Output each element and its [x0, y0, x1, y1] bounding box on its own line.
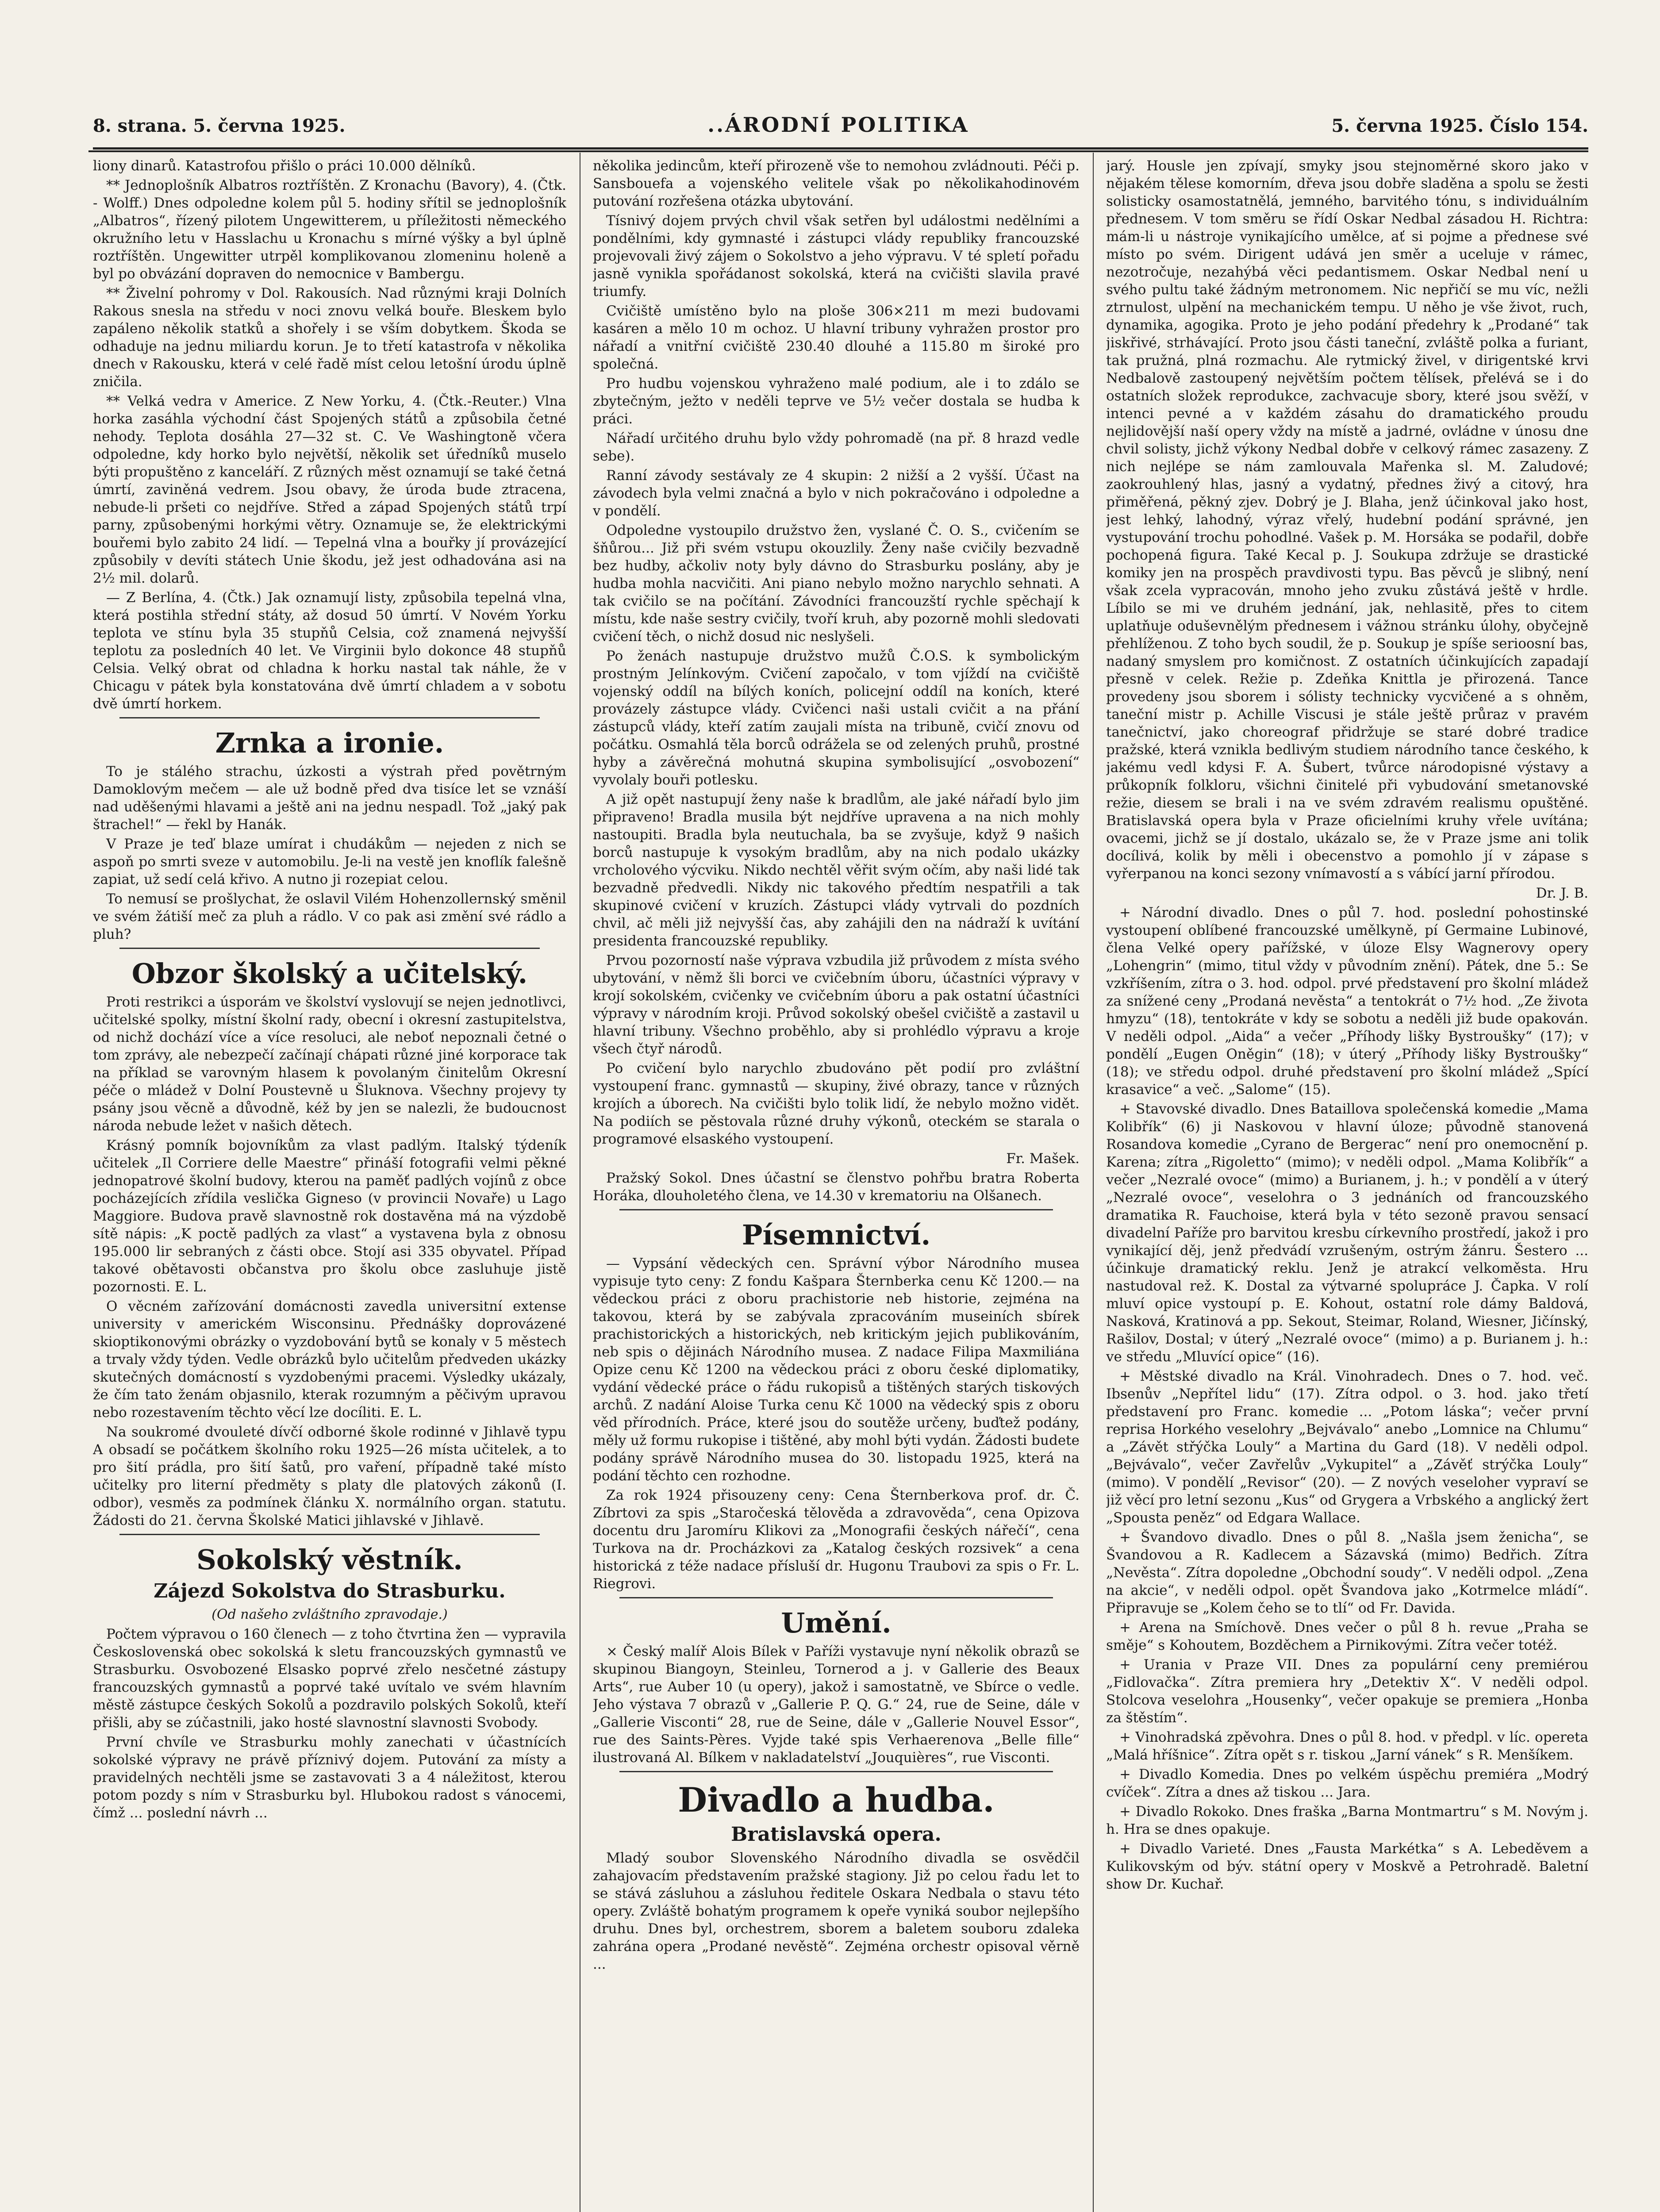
byline: (Od našeho zvláštního zpravodaje.) — [211, 1607, 448, 1622]
article-heading: Bratislavská opera. — [731, 1823, 941, 1846]
article-text: — Vypsání vědeckých cen. Správní výbor Národního musea vypisuje tyto ceny: Z fondu Kašpara Šternberka cenu Kč 1200.— na vědeckou práci z oboru prachistorie neb historie, zejména na takovou, která by se zabývala zpracováním museiních sbírek prachistorických a historických, neb kritickým jejich publikováním, neb spis o dějinách Národního musea. Z nadace Filipa Maxmiliána Opize cenu Kč 1200 na vědeckou práci z oboru české diplomatiky, vydání vědecké práce o řádu rukopisů a tištěných starých tiskových archů. Z nadání Aloise Turka cenu Kč 1000 na vědecký spis z oboru věd přírodních. Práce, které jsou do soutěže určeny, buďtež podány, měly už formu rukopise i tištěné, aby mohl býti vydán. Žádosti budete podány správě Národního musea do 30. listopadu 1925, která na podání těchto cen rozhodne. — [593, 1256, 1080, 1484]
article-text: Tísnivý dojem prvých chvil však setřen byl událostmi nedělními a pondělními, kdy gymnasté i zástupci vlády republiky francouzské projevovali živý zájem o Sokolstvo a jeho výpravu. V té spletí pořadu jasně vynikla spořádanost sokolská, která na cvičišti slavila pravé triumfy. — [593, 213, 1080, 300]
section-heading: Divadlo a hudba. — [678, 1780, 995, 1820]
article-text: Ranní závody sestávaly ze 4 skupin: 2 nižší a 2 vyšší. Účast na závodech byla velmi značná a bylo v nich pokračováno i odpoledne a v pondělí. — [593, 468, 1080, 519]
article-heading: Zájezd Sokolstva do Strasburku. — [154, 1580, 506, 1602]
news-item: ** Živelní pohromy v Dol. Rakousích. Nad různými kraji Dolních Rakous snesla na středu v noci znovu velká bouře. Bleskem bylo zapáleno několik statků a shořely i se vším dobytkem. Škoda se odhaduje na jednu miliardu korun. Je to třetí katastrofa v několika dnech v Rakousku, která v celé řadě míst celou letošní úrodu úplně zničila. — [93, 285, 566, 390]
article-text: To je stálého strachu, úzkosti a výstrah před povětrným Damoklovým mečem — ale už bodně před dva tisíce let se vznáší nad uděšenými hlavami a ještě ani na jednu nespadl. Tož „jaký pak štrachel!“ — řekl by Hanák. — [93, 764, 566, 833]
section-heading: Sokolský věstník. — [196, 1544, 463, 1576]
theatre-listing: + Urania v Praze VII. Dnes za populární ceny premiérou „Fidlovačka“. Zítra premiera hry „Detektiv X“. V neděli odpol. Stolcova veselohra „Housenky“, večer opakuje se premiera „Honba za štěstím“. — [1106, 1657, 1588, 1726]
article-text: liony dinarů. Katastrofou přišlo o práci 10.000 dělníků. — [93, 158, 476, 174]
article-text: Nářadí určitého druhu bylo vždy pohromadě (na př. 8 hrazd vedle sebe). — [593, 430, 1080, 464]
article-text: jarý. Housle jen zpívají, smyky jsou stejnoměrné skoro jako v nějakém tělese komorním, dřeva jsou dobře sladěna a spolu se žesti solisticky osamostatnělá, jemného, barvitého tónu, s individuálním přednesem. V tom směru se řídí Oskar Nedbal zásadou H. Richtra: mám-li u nástroje vynikajícího umělce, ať si pojme a přednese své místo po svém. Dirigent udává jen směr a uceluje v rámec, nezotročuje, nezahýbá věci pedantismem. Oskar Nedbal není u svého pultu také žádným metronomem. Nic nepřičí se mu víc, nežli ztrnulost, ulpění na mechanickém tempu. U něho je vše život, ruch, dynamika, agogika. Proto je jeho podání předehry k „Prodané“ tak jiskřivé, strhávající. Proto jsou části taneční, zvláště polka a furiant, tak pružná, plná rozmachu. Ale rytmický živel, v dirigentské krvi Nedbalově zastoupený největším počtem tělísek, přelévá se i do ostatních složek reprodukce, zachvacuje sbory, které jsou svěží, v intenci pevné a v každém zásahu do dramatického proudu nejlidovější naší opery vždy na místě a jadrné, ovládne v únosu dne chvil solisty, jichž výkony Nedbal dobře v celkový rámec zasazeny. Z nich nejlépe se nám zamlouvala Mařenka sl. M. Zaludové; zaokrouhlený hlas, jasný a vydatný, přednes živý a citový, hra přiměřená, pěkný zjev. Dobrý je J. Blaha, jenž účinkoval jako host, jest lehký, lahodný, výraz vřelý, hudební podání správné, jen vystupování trochu pohodlné. Vašek p. M. Horsáka se podařil, dobře pochopená figura. Také Kecal p. J. Soukupa zdržuje se drastické komiky jen na prospěch pravdivosti typu. Bas pěvců je slibný, není však zcela vypracován, mnoho jeho zvuku zůstává ještě v hrdle. Líbilo se mi ve druhém jednání, jak, nehlasitě, přes to citem uplatňuje oduševnělým přednesem i vážnou stránku úlohy, obyčejně přehlíženou. Z toho bych soudil, že p. Soukup je spíše serioosní bas, nadaný smyslem pro komičnost. Z ostatních účinkujících zapadají přesně v celek. Režie p. Zdeňka Knittla je přirozená. Tance provedeny jsou sborem i sólisty technicky vycvičené a s ohněm, taneční mistr p. Achille Viscusi je stále ještě průraz v pravém tanečnictví, jako choreograf přidržuje se staré dobré tradice pražské, která vznikla bedlivým studiem národního tance českého, k jakému vedl kdysi F. A. Šubert, tvůrce národopisné výstavy a průkopník folkloru, všichni činitelé při vybudování smetanovské režie, diesem se brali i na ve svém zdravém realismu opuštěné. Bratislavská opera byla v Praze oficielními kruhy vřele uvítána; ovacemi, jichž se jí dostalo, ukázalo se, že v Praze jsme ani tolik docílivá, kolik by měli i obecenstvo a pomohlo jí v zápase s vyřerpanou na konci sezony vnímavostí a s vábící jarní přírodou. — [1106, 158, 1588, 882]
theatre-listing: + Arena na Smíchově. Dnes večer o půl 8 h. revue „Praha se směje“ s Kohoutem, Bozděchem a Pirnikovými. Zítra večer totéž. — [1106, 1620, 1588, 1653]
news-item: — Z Berlína, 4. (Čtk.) Jak oznamují listy, způsobila tepelná vlna, která postihla střední státy, až dosud 50 úmrtí. V Novém Yorku teplota ve stínu byla 35 stupňů Celsia, což znamená nejvyšší teplotu za posledních 40 let. Ve Virginii bylo dokonce 48 stupňů Celsia. Velký obrat od chladna k horku nastal tak náhle, že v Chicagu v pátek byla konstatována dvě úmrtí chladem a v sobotu dvě úmrtí horkem. — [93, 590, 566, 712]
article-text: Po ženách nastupuje družstvo mužů Č.O.S. k symbolickým prostným Jelínkovým. Cvičení započalo, v tom vjíždí na cvičiště vojenský oddíl na bílých koních, policejní oddíl na koních, které provázely zástupce vlády. Cvičenci naši ustali cvičit a na přání zástupců vlády, kteří zatím zaujali místa na tribuně, cvičí znovu od počátku. Osmahlá těla borců odrážela se od zelených pruhů, prostné hyby a závěrečná mohutná skupina symbolisující „osvobození“ vyvolaly bouři potlesku. — [593, 648, 1080, 788]
section-rule — [119, 1534, 540, 1535]
article-text: V Praze je teď blaze umírat i chudákům — nejeden z nich se aspoň po smrti sveze v automobilu. Je-li na vestě jen knoflík falešně zapiat, už sedí celá křivo. A nutno ji rozepiat celou. — [93, 836, 566, 887]
section-rule — [119, 948, 540, 949]
column-divider — [1093, 153, 1094, 2212]
column-2 — [593, 157, 1080, 2212]
page-header — [93, 113, 1588, 150]
section-rule — [119, 717, 540, 718]
section-heading: Písemnictví. — [742, 1219, 931, 1251]
column-3 — [1106, 157, 1588, 2212]
section-heading: Umění. — [781, 1607, 891, 1639]
signature: Dr. J. B. — [1536, 885, 1588, 901]
newspaper-title: ..ÁRODNÍ POLITIKA — [707, 113, 969, 137]
article-text: První chvíle ve Strasburku mohly zanechati v účastnících sokolské výpravy ne právě příznivý dojem. Putování za místy a pravidelných nechtěli jsme se zastavovati 3 a 4 náležitost, kterou potom pozdy s ním v Strasburku byl. Hlubokou radost s vánocemi, čímž ... poslední návrh ... — [93, 1734, 566, 1821]
signature: Fr. Mašek. — [1006, 1151, 1080, 1167]
article-text: Počtem výpravou o 160 členech — z toho čtvrtina žen — vypravila Československá obec sokolská k sletu francouzských gymnastů ve Strasburku. Osvobozené Elsasko poprvé zřelo nesčetné zástupy francouzských gymnastů a poprvé také uvítalo ve svém hlavním městě zástupce českých Sokolů a pozdravilo polských Sokolů, kteří přišli, aby se zúčastnili, jako hosté slavnostní slavnosti Svobody. — [93, 1626, 566, 1731]
article-text: O věcném zařízování domácnosti zavedla universitní extense university v americkém Wisconsinu. Přednášky doprovázené skioptikonovými obrázky o vyzdobování bytů se konaly v 5 městech a trvaly vždy týden. Vedle obrázků bylo učitelům předveden ukázky skutečných domácností s vyzdobenými pracemi. Výsledky ukázaly, že čím tato ženám objasnilo, kterak rozumným a pěčivým upravou nebo rozestavením těchto věcí lze docíliti. E. L. — [93, 1298, 566, 1421]
theatre-listing: + Stavovské divadlo. Dnes Bataillova společenská komedie „Mama Kolibřík“ (6) ji Naskovou v hlavní úloze; původně stanovená Rosandova komedie „Cyrano de Bergerac“ není pro onemocnění p. Karena; zítra „Rigoletto“ (mimo); v neděli odpol. „Mama Kolibřík“ a večer „Nezralé ovoce“ (mimo) a Burianem, j. h.; v pondělí a v úterý „Nezralé ovoce“, veselohra o 3 jednáních od francouzského dramatika R. Fauchoise, která byla v této sezoně pravou sensací divadelní Paříže pro barvitou kresbu církevního prostředí, jakož i pro vynikající děj, jenž předvádí vzrušeným, ostrým žánru. Šestero ... účinkuje dramatický reklu. Jenž je atrakcí velkoměsta. Hru nastudoval rež. K. Dostal za výtvarné spolupráce J. Čapka. V rolí mluví opice vystoupí p. E. Kohout, ostatní role dámy Baldová, Nasková, Kratinová a pp. Sekout, Steimar, Roland, Wiesner, Jičínský, Rašilov, Dostal; v úterý „Nezralé ovoce“ (mimo) a p. Burianem j. h.: ve středu „Mluvící opice“ (16). — [1106, 1101, 1588, 1365]
column-1 — [93, 157, 566, 2212]
article-text: Pro hudbu vojenskou vyhraženo malé podium, ale i to zdálo se zbytečným, ježto v neděli teprve ve 5½ večer dostala se hudba k práci. — [593, 376, 1080, 427]
theatre-listing: + Národní divadlo. Dnes o půl 7. hod. poslední pohostinské vystoupení oblíbené francouzské umělkyně, pí Germaine Lubinové, člena Velké opery pařížské, v úloze Elsy Wagnerovy opery „Lohengrin“ (mimo, titul vždy v původním znění). Pátek, dne 5.: Se vzkříšením, zítra o 3. hod. odpol. prvé představení pro školní mládež za snížené ceny „Prodaná nevěsta“ a tentokrát o 7½ hod. „Ze života hmyzu“ (18), tentokráte v kdy se sobotu a neděli již bude opakován. V neděli odpol. „Aida“ a večer „Příhody lišky Bystroušky“ (17); v pondělí „Eugen Oněgin“ (18); v úterý „Příhody lišky Bystroušky“ (18); ve středu odpol. druhé představení pro školní mládež „Spící krasavice“ a več. „Salome“ (15). — [1106, 905, 1588, 1098]
article-text: Cvičiště umístěno bylo na ploše 306×211 m mezi budovami kasáren a mělo 10 m ochoz. U hlavní tribuny vyhražen prostor pro nářadí a vnitřní cvičiště 230.40 dlouhé a 115.80 m široké pro společná. — [593, 303, 1080, 372]
section-rule — [619, 1771, 1053, 1772]
section-rule — [619, 1597, 1053, 1598]
header-right: 5. června 1925. Číslo 154. — [1331, 115, 1588, 136]
article-text: Odpoledne vystoupilo družstvo žen, vyslané Č. O. S., cvičením se šňůrou... Již při svém vstupu okouzlily. Ženy naše cvičily bezvadně bez hudby, ačkoliv noty byly dávno do Strasburku poslány, aby je hudba mohla nacvičiti. Ani piano nebylo možno narychlo sehnati. A tak cvičilo se na počítání. Závodníci francouzští rychle spěchají k místu, kde naše sestry cvičily, tvoří kruh, aby pozorně mohli sledovati cvičení těch, o nichž dosud nic neslyšeli. — [593, 522, 1080, 645]
article-text: Na soukromé dvouleté dívčí odborné škole rodinné v Jihlavě typu A obsadí se počátkem školního roku 1925—26 místa učitelek, a to pro šití prádla, pro šití šatů, pro vaření, případně také místo učitelky pro literní předměty s platy dle platových zákonů (I. odbor), vesměs za podmínek článku X. normálního organ. statutu. Žádosti do 21. června Školské Matici jihlavské v Jihlavě. — [93, 1424, 566, 1528]
theatre-listing: + Divadlo Varieté. Dnes „Fausta Markétka“ s A. Lebeděvem a Kulikovským od býv. státní opery v Moskvě a Petrohradě. Baletní show Dr. Kuchař. — [1106, 1841, 1588, 1892]
theatre-listing: + Městské divadlo na Král. Vinohradech. Dnes o 7. hod. več. Ibsenův „Nepřítel lidu“ (17). Zítra odpol. o 3. hod. jako třetí představení pro Franc. komedie ... „Potom láska“; večer první reprisa Horkého veselohry „Bejvávalo“ anebo „Lomnice na Chlumu“ a „Závět střýčka Louly“ a Martina du Gard (18). V neděli odpol. „Bejvávalo“, večer Zavřelův „Vykupitel“ a „Závěť strýčka Louly“ (mimo). V pondělí „Revisor“ (20). — Z nových veseloher vypraví se již věcí pro letní sezonu „Kus“ od Grygera a Vrbského a anglický žert „Spousta peněz“ od Edgara Wallace. — [1106, 1368, 1588, 1526]
header-rule — [88, 150, 1588, 152]
news-item: ** Velká vedra v Americe. Z New Yorku, 4. (Čtk.-Reuter.) Vlna horka zasáhla východní část Spojených států a způsobila četné nehody. Teplota dosáhla 27—32 st. C. Ve Washingtoně včera odpoledne, kdy horko bylo největší, několik set úředníků muselo býti propuštěno z kanceláří. Z různých měst oznamují se také četná úmrtí, zaviněná vedrem. Jsou obavy, že úroda bude ztracena, nebude-li pršeti co nejdříve. Střed a západ Spojených států trpí parny, způsobenými horkými větry. Oznamuje se, že elektrickými bouřemi bylo zabito 24 lidí. — Tepelná vlna a bouřky jí provázející způsobily v devíti státech Unie škodu, jež jest odhadována asi na 2½ mil. dolarů. — [93, 393, 566, 586]
section-heading: Obzor školský a učitelský. — [131, 957, 528, 990]
article-text: A již opět nastupují ženy naše k bradlům, ale jaké nářadí bylo jim připraveno! Bradla musila být nejdříve upravena a na nich mohly nastoupiti. Bradla byla neutuchala, ba se zvyšuje, když 9 našich borců nastupuje k vysokým bradlům, aby na nich podalo ukázky vrcholového výcviku. Nikdo nechtěl věřit svým očím, aby naši lidé tak bezvadně předvedli. Nikdy nic takového předtím nespatřili a tak skupinové cvičení v kruzích. Zástupci vlády vytrvali do pozdních chvil, ač měli již nejvyšší čas, aby zahájili den na nádraží k uvítání presidenta francouzské republiky. — [593, 791, 1080, 949]
article-text: Prvou pozorností naše výprava vzbudila již průvodem z místa svého ubytování, v němž šli borci ve cvičebním úboru, účastníci výpravy v krojí sokolském, cvičenky ve cvičebním úboru a pak ostatní účastníci výpravy v národním kroji. Průvod sokolský obešel cvičiště a zastavil u hlavní tribuny. Všechno proběhlo, aby si prohlédlo výpravu a kroje všech čtyř národů. — [593, 952, 1080, 1057]
article-text: Krásný pomník bojovníkům za vlast padlým. Italský týdeník učitelek „Il Corriere delle Maestre“ přináší fotografii velmi pěkné jednopatrové školní budovy, kterou na paměť padlých vojínů z obce pocházejících zřídila veslička Gigneso (v provincii Novaře) u Lago Maggiore. Budova pravě slavnostně rok dostavěna má na výzdobě sítě nápis: „K poctě padlých za vlast“ a vystavena byla z obnosu 195.000 lir sebraných z části obce. Stojí asi 335 obyvatel. Případ takové obětavosti občanstva pro školu obce zasluhuje jistě pozornosti. E. L. — [93, 1137, 566, 1295]
article-text: Po cvičení bylo narychlo zbudováno pět podií pro zvláštní vystoupení franc. gymnastů — skupiny, živé obrazy, tance v různých krojích a úborech. Na cvičišti bylo tolik lidí, že nebylo možno vidět. Na podiích se pěstovala různé druhy výkonů, oteckém se starala o programové elsaského vystoupení. — [593, 1060, 1080, 1147]
article-text: Mladý soubor Slovenského Národního divadla se osvědčil zahajovacím představením pražské stagiony. Již po celou řadu let to se stává zásluhou a zásluhou ředitele Oskara Nedbala o stavu této opery. Zvláště bohatým programem k opeře vyniká soubor nejlepšího druhu. Dnes byl, orchestrem, sborem a baletem souboru zdaleka zahrána opera „Prodané nevěstě“. Zejména orchestr opisoval věrně ... — [593, 1850, 1080, 1972]
theatre-listing: + Švandovo divadlo. Dnes o půl 8. „Našla jsem ženicha“, se Švandovou a R. Kadlecem a Sázavská (mimo) Bedřich. Zítra „Nevěsta“. Zítra dopoledne „Obchodní soudy“. V neděli odpol. „Zena na akcie“, v neděli odpol. opět Švandova jako „Kotrmelce mládí“. Připravuje se „Kolem čeho se to tlí“ od Fr. Davida. — [1106, 1529, 1588, 1616]
article-text: × Český malíř Alois Bílek v Paříži vystavuje nyní několik obrazů se skupinou Biangoyn, Steinleu, Tornerod a j. v Gallerie des Beaux Arts“, rue Auber 10 (u opery), jakož i samostatně, ve Sbírce o vedle. Jeho výstava 7 obrazů v „Gallerie P. Q. G.“ 24, rue de Seine, dále v „Gallerie Visconti“ 28, rue de Seine, dále v „Gallerie Nouvel Essor“, rue des Saints-Pères. Vyjde také spis Verhaerenova „Belle fille“ ilustrovaná Al. Bílkem v nakladatelství „Jouquières“, rue Visconti. — [593, 1644, 1080, 1766]
section-rule — [619, 1209, 1053, 1210]
header-left: 8. strana. 5. června 1925. — [93, 115, 346, 136]
article-text: několika jedincům, kteří přirozeně vše to nemohou zvládnouti. Péči p. Sansbouefa a vojenského velitele však po několikahodinovém putování rozřešena otázka ubytování. — [593, 158, 1080, 209]
news-item: ** Jednoplošník Albatros roztříštěn. Z Kronachu (Bavory), 4. (Čtk. - Wolff.) Dnes odpoledne kolem půl 5. hodiny sřítil se jednoplošník „Albatros“, řízený pilotem Ungewitterem, u příležitosti německého okružního letu v Hasslachu u Kronachu s mírné výšky a byl úplně roztříštěn. Ungewitter utrpěl komplikovanou zlomeninu holeně a byl po obvázání dopraven do nemocnice v Bambergu. — [93, 177, 566, 282]
article-text: Pražský Sokol. Dnes účastní se členstvo pohřbu bratra Roberta Horáka, dlouholetého člena, ve 14.30 v krematoriu na Olšanech. — [593, 1170, 1080, 1204]
article-text: To nemusí se prošlychat, že oslavil Vilém Hohenzollernský směnil ve svém žátiší meč za pluh a rádlo. V co pak asi změní své rádlo a pluh? — [93, 891, 566, 942]
article-text: Proti restrikci a úsporám ve školství vyslovují se nejen jednotlivci, učitelské spolky, místní školní rady, obecní i okresní zastupitelstva, od nichž dochází více a více resoluci, ale neboť nepoznali četné o tom zprávy, ale nebezpečí začínají chápati různé jiné korporace tak na příklad se varovným hlasem k povolaným činitelům Okresní péče o mládež v Dolní Poustevně u Šluknova. Všechny projevy ty psány jsou věcně a důvodně, kéž by jen se nalezli, že budoucnost národa nebude ležet v našich dětech. — [93, 994, 566, 1134]
section-heading: Zrnka a ironie. — [215, 727, 444, 759]
article-text: Za rok 1924 přisouzeny ceny: Cena Šternberkova prof. dr. Č. Zíbrtovi za spis „Staročeská tělověda a zdravověda“, cena Opizova docentu dru Jaromíru Klikovi za „Monografii českých nářečí“, cena Turkova na dr. Procházkovi za „Katalog českých rozsivek“ a cena historická z téže nadace přísluší dr. Hugonu Traubovi za spis o Fr. L. Riegrovi. — [593, 1487, 1080, 1592]
theatre-listing: + Divadlo Rokoko. Dnes fraška „Barna Montmartru“ s M. Novým j. h. Hra se dnes opakuje. — [1106, 1804, 1588, 1837]
theatre-listing: + Divadlo Komedia. Dnes po velkém úspěchu premiéra „Modrý cvíček“. Zítra a dnes až tiskou ... Jara. — [1106, 1767, 1588, 1800]
theatre-listing: + Vinohradská zpěvohra. Dnes o půl 8. hod. v předpl. v líc. opereta „Malá hříšnice“. Zítra opět s r. tiskou „Jarní vánek“ s R. Menšíkem. — [1106, 1729, 1588, 1763]
